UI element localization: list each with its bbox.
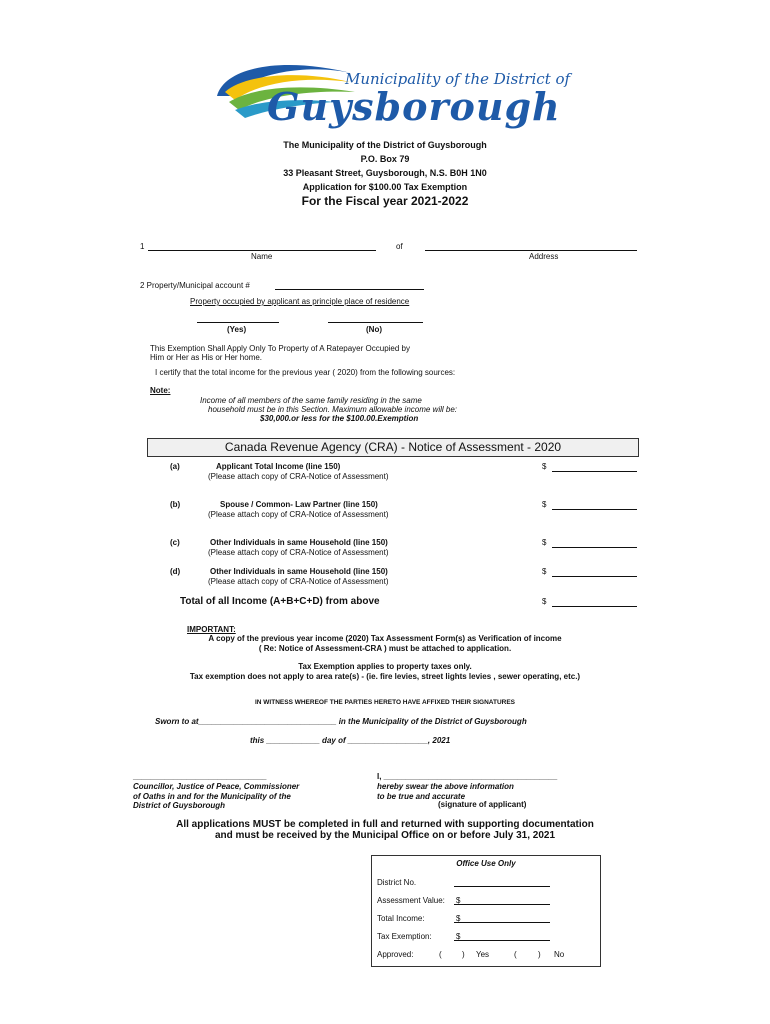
certify-text: I certify that the total income for the previous year ( 2020) from the following sources: (155, 368, 456, 377)
no-field[interactable] (328, 322, 423, 323)
row-d-amount[interactable] (552, 576, 637, 577)
commissioner-line1: Councillor, Justice of Peace, Commissioner (133, 782, 300, 791)
approved-no-label: No (554, 950, 565, 959)
row-b-dollar: $ (542, 500, 547, 509)
note-line1: Income of all members of the same family residing in the same (200, 396, 422, 405)
footer-line2: and must be received by the Municipal Office on or before July 31, 2021 (214, 830, 556, 841)
name-label: Name (251, 252, 273, 261)
account-label: 2 Property/Municipal account # (140, 281, 250, 290)
notice-line1: This Exemption Shall Apply Only To Property of A Ratepayer Occupied by (150, 344, 410, 353)
address-field[interactable] (425, 250, 637, 251)
item1-number: 1 (140, 242, 145, 251)
header-line1: The Municipality of the District of Guysborough (283, 140, 487, 150)
approved-yes-close[interactable]: ) (462, 950, 465, 959)
district-field[interactable] (454, 886, 550, 887)
logo-line1: Municipality of the District of (345, 70, 571, 88)
row-b-amount[interactable] (552, 509, 637, 510)
yes-field[interactable] (197, 322, 279, 323)
assessment-label: Assessment Value: (377, 896, 445, 905)
approved-yes-label: Yes (476, 950, 490, 959)
applicant-line2: to be true and accurate (377, 792, 466, 801)
approved-no-close[interactable]: ) (538, 950, 541, 959)
row-c-amount[interactable] (552, 547, 637, 548)
yes-label: (Yes) (227, 325, 247, 334)
note-line3: $30,000.or less for the $100.00.Exemption (260, 414, 419, 423)
approved-no-open[interactable]: ( (514, 950, 517, 959)
applicant-line1: hereby swear the above information (377, 782, 514, 791)
assessment-dollar: $ (456, 896, 461, 905)
cra-heading-box (147, 438, 639, 457)
important-line1: A copy of the previous year income (2020) Tax Assessment Form(s) as Verification of income (208, 634, 562, 643)
footer-line1: All applications MUST be completed in full and returned with supporting documentation (176, 819, 594, 830)
approved-yes-open[interactable]: ( (439, 950, 442, 959)
occupied-heading: Property occupied by applicant as principle place of residence (190, 297, 410, 306)
applicant-signature-label: (signature of applicant) (438, 800, 527, 809)
row-d-letter: (d) (170, 567, 181, 576)
header-line3: 33 Pleasant Street, Guysborough, N.S. B0H 1N0 (283, 168, 487, 178)
commissioner-signature-line[interactable]: ______________________________ (133, 772, 267, 781)
row-b-sub: (Please attach copy of CRA-Notice of Assessment) (208, 510, 389, 519)
row-a-amount[interactable] (552, 471, 637, 472)
total-dollar: $ (542, 597, 547, 606)
total-label: Total of all Income (A+B+C+D) from above (180, 596, 380, 607)
tax-exemption-field[interactable] (454, 940, 550, 941)
header-line2: P.O. Box 79 (360, 154, 410, 164)
witness-heading: IN WITNESS WHEREOF THE PARTIES HERETO HAVE AFFIXED THEIR SIGNATURES (254, 699, 516, 706)
commissioner-line2: of Oaths in and for the Municipality of the (133, 792, 291, 801)
no-label: (No) (366, 325, 382, 334)
tax-exemption-label: Tax Exemption: (377, 932, 432, 941)
logo-line2: Guysborough (267, 84, 561, 129)
row-b-letter: (b) (170, 500, 181, 509)
this-day-line[interactable]: this ____________ day of __________________, 2021 (250, 736, 451, 745)
important-line3: Tax Exemption applies to property taxes only. (298, 662, 472, 671)
total-amount[interactable] (552, 606, 637, 607)
address-label: Address (529, 252, 559, 261)
sworn-line[interactable]: Sworn to at_______________________________ in the Municipality of the District of Guysborough (155, 717, 527, 726)
header-line4: Application for $100.00 Tax Exemption (302, 182, 468, 192)
row-c-sub: (Please attach copy of CRA-Notice of Assessment) (208, 548, 389, 557)
row-c-letter: (c) (170, 538, 180, 547)
applicant-name-line[interactable]: I, _______________________________________ (377, 772, 558, 781)
account-field[interactable] (275, 289, 424, 290)
assessment-field[interactable] (454, 904, 550, 905)
tax-exemption-dollar: $ (456, 932, 461, 941)
row-a-label: Applicant Total Income (line 150) (216, 462, 341, 471)
row-d-label: Other Individuals in same Household (line 150) (210, 567, 388, 576)
district-label: District No. (377, 878, 417, 887)
page-title: For the Fiscal year 2021-2022 (301, 194, 469, 208)
total-income-label: Total Income: (377, 914, 425, 923)
row-b-label: Spouse / Common- Law Partner (line 150) (220, 500, 378, 509)
row-a-dollar: $ (542, 462, 547, 471)
total-income-dollar: $ (456, 914, 461, 923)
important-label: IMPORTANT: (187, 625, 236, 634)
note-label: Note: (150, 386, 171, 395)
row-d-dollar: $ (542, 567, 547, 576)
row-c-dollar: $ (542, 538, 547, 547)
total-income-field[interactable] (454, 922, 550, 923)
approved-label: Approved: (377, 950, 414, 959)
item1-of: of (396, 242, 403, 251)
row-d-sub: (Please attach copy of CRA-Notice of Assessment) (208, 577, 389, 586)
row-c-label: Other Individuals in same Household (line 150) (210, 538, 388, 547)
name-field[interactable] (148, 250, 376, 251)
row-a-sub: (Please attach copy of CRA-Notice of Assessment) (208, 472, 389, 481)
notice-line2: Him or Her as His or Her home. (150, 353, 263, 362)
note-line2: household must be in this Section. Maximum allowable income will be: (208, 405, 458, 414)
important-line4: Tax exemption does not apply to area rate(s) - (ie. fire levies, street lights levies , sewer operating, etc.) (189, 672, 581, 681)
office-use-box (371, 855, 601, 967)
important-line2: ( Re: Notice of Assessment-CRA ) must be attached to application. (258, 644, 512, 653)
office-title: Office Use Only (456, 859, 516, 868)
commissioner-line3: District of Guysborough (133, 801, 225, 810)
municipality-logo (205, 52, 600, 137)
cra-title: Canada Revenue Agency (CRA) - Notice of Assessment - 2020 (224, 440, 562, 454)
row-a-letter: (a) (170, 462, 180, 471)
